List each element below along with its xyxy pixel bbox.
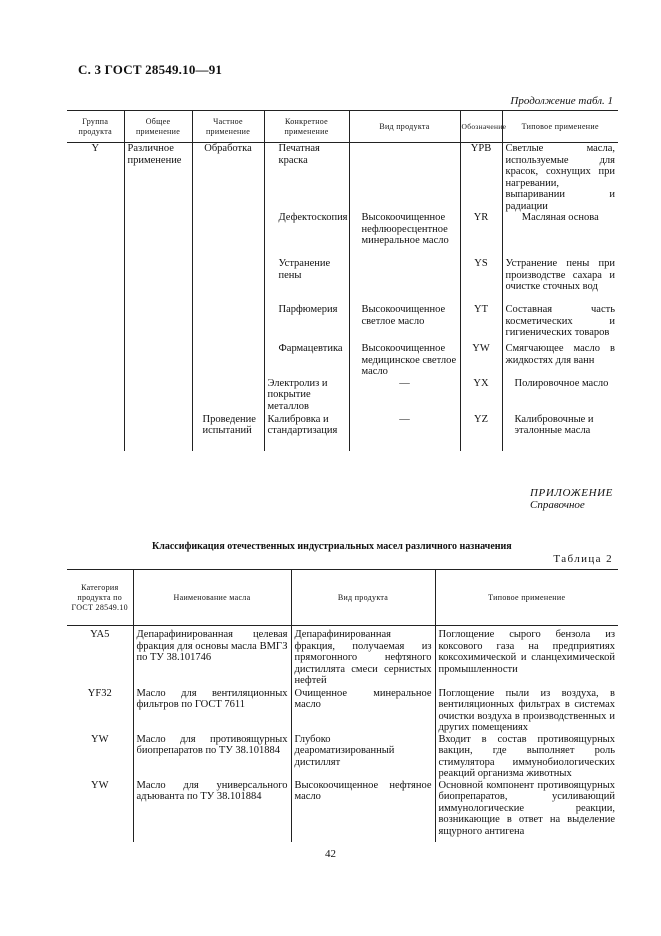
cell-group <box>67 343 124 378</box>
cell-general <box>124 212 192 258</box>
cell-typical: Составная часть косметических и гигиенических товаров <box>502 304 618 343</box>
cell-typical: Калибровочные и эталонные масла <box>502 414 618 451</box>
col-header-code: Обозначение <box>460 111 502 143</box>
cell-typical: Светлые масла, используемые для красок, сохнущих при нагревании, выпаривании и радиации <box>502 143 618 213</box>
table-row <box>67 343 618 378</box>
cell-code: YR <box>460 212 502 258</box>
col-header-typical: Типовое применение <box>435 570 618 626</box>
table-2 <box>67 569 618 842</box>
cell-category: YW <box>91 779 109 791</box>
cell-typical: Поглощение сырого бензола из коксового газа на предприятиях коксохимической и сланцехимической промышленности <box>435 626 618 688</box>
cell-specific: Печатная краска <box>264 143 349 213</box>
cell-general <box>124 378 192 414</box>
table-row <box>67 378 618 414</box>
cell-kind <box>349 143 460 213</box>
table-1 <box>67 110 618 451</box>
cell-kind: — <box>349 414 460 451</box>
cell-general <box>124 343 192 378</box>
col-header-general: Общее применение <box>124 111 192 143</box>
table-row <box>67 626 618 688</box>
table-row <box>67 780 618 842</box>
col-header-group: Группа продукта <box>67 111 124 143</box>
cell-specific: Электролиз и покрытие металлов <box>264 378 349 414</box>
cell-kind: Высокоочищенное медицинское светлое масло <box>349 343 460 378</box>
appendix-title: ПРИЛОЖЕНИЕ <box>530 487 613 499</box>
cell-name: Депарафинированная целевая фракция для основы масла ВМГЗ по ТУ 38.101746 <box>133 626 291 688</box>
cell-group <box>67 378 124 414</box>
table-1-header <box>67 111 618 143</box>
cell-code: YS <box>460 258 502 304</box>
cell-code: YPB <box>460 143 502 213</box>
cell-code: YX <box>460 378 502 414</box>
page-header: С. 3 ГОСТ 28549.10—91 <box>78 62 223 77</box>
col-header-specific: Конкретное применение <box>264 111 349 143</box>
cell-general <box>124 258 192 304</box>
cell-typical: Основной компонент противоящурных биопрепаратов, усиливающий иммунологические реакции, возникающие в ответ на выделение ящурного антигена <box>435 780 618 842</box>
cell-specific: Устранение пены <box>264 258 349 304</box>
cell-kind: Высокоочищенное нефлюоресцентное минеральное масло <box>349 212 460 258</box>
table-row <box>67 258 618 304</box>
cell-name: Масло для универсального адъюванта по ТУ 38.101884 <box>133 780 291 842</box>
cell-group <box>67 258 124 304</box>
table-row <box>67 688 618 734</box>
cell-kind: — <box>349 378 460 414</box>
cell-particular <box>192 258 264 304</box>
cell-code: YT <box>460 304 502 343</box>
cell-kind <box>349 258 460 304</box>
cell-particular <box>192 378 264 414</box>
cell-general: Различное применение <box>124 143 192 213</box>
cell-specific: Парфюмерия <box>264 304 349 343</box>
cell-typical: Поглощение пыли из воздуха, в вентиляционных фильтрах в системах очистки воздуха в производственных и других помещениях <box>435 688 618 734</box>
cell-particular <box>192 304 264 343</box>
cell-group <box>67 304 124 343</box>
cell-typical: Полировочное масло <box>502 378 618 414</box>
cell-general <box>124 414 192 451</box>
col-header-name: Наименование масла <box>133 570 291 626</box>
cell-general <box>124 304 192 343</box>
table-row <box>67 414 618 451</box>
cell-specific: Фармацевтика <box>264 343 349 378</box>
col-header-kind: Вид продукта <box>291 570 435 626</box>
col-header-particular: Частное применение <box>192 111 264 143</box>
cell-typical: Входит в состав противоящурных вакцин, где выполняет роль стимулятора иммунобиологических реакций организма животных <box>435 734 618 780</box>
table-2-header <box>67 570 618 626</box>
cell-typical: Устранение пены при производстве сахара и очистке сточных вод <box>502 258 618 304</box>
appendix-label <box>530 487 613 511</box>
table-row <box>67 304 618 343</box>
table-2-title: Классификация отечественных индустриальных масел различного назначения <box>152 541 512 552</box>
col-header-typical: Типовое применение <box>502 111 618 143</box>
cell-category: YA5 <box>90 629 110 640</box>
table-continuation-label: Продолжение табл. 1 <box>510 95 613 107</box>
cell-code: YZ <box>460 414 502 451</box>
cell-kind: Очищенное минеральное масло <box>291 688 435 734</box>
cell-typical: Масляная основа <box>502 212 618 258</box>
cell-kind: Высокоочищенное светлое масло <box>349 304 460 343</box>
appendix-subtitle: Справочное <box>530 499 585 511</box>
cell-specific: Дефектоскопия <box>264 212 349 258</box>
cell-specific: Калибровка и стандартизация <box>264 414 349 451</box>
cell-category: YF32 <box>87 687 112 699</box>
cell-group <box>67 414 124 451</box>
cell-code: YW <box>460 343 502 378</box>
cell-particular <box>192 212 264 258</box>
table-row <box>67 212 618 258</box>
cell-typical: Смягчающее масло в жидкостях для ванн <box>502 343 618 378</box>
cell-kind: Высокоочищенное нефтяное масло <box>291 780 435 842</box>
table-row <box>67 143 618 213</box>
cell-group: Y <box>91 143 100 154</box>
cell-particular: Обработка <box>192 143 264 213</box>
cell-group <box>67 212 124 258</box>
page-number: 42 <box>325 848 336 860</box>
cell-particular: Проведение испытаний <box>192 414 264 451</box>
cell-category: YW <box>91 733 109 745</box>
cell-particular <box>192 343 264 378</box>
cell-kind: Глубоко деароматизированный дистиллят <box>291 734 435 780</box>
cell-kind: Депарафинированная фракция, получаемая из прямогонного нефтяного дистиллята смеси сернистых нефтей <box>291 626 435 688</box>
table-row <box>67 734 618 780</box>
col-header-category: Категория продукта по ГОСТ 28549.10 <box>67 570 133 626</box>
cell-name: Масло для вентиляционных фильтров по ГОСТ 7611 <box>133 688 291 734</box>
cell-name: Масло для противоящурных биопрепаратов по ТУ 38.101884 <box>133 734 291 780</box>
col-header-kind: Вид продукта <box>349 111 460 143</box>
table-2-number: Таблица 2 <box>553 553 613 565</box>
